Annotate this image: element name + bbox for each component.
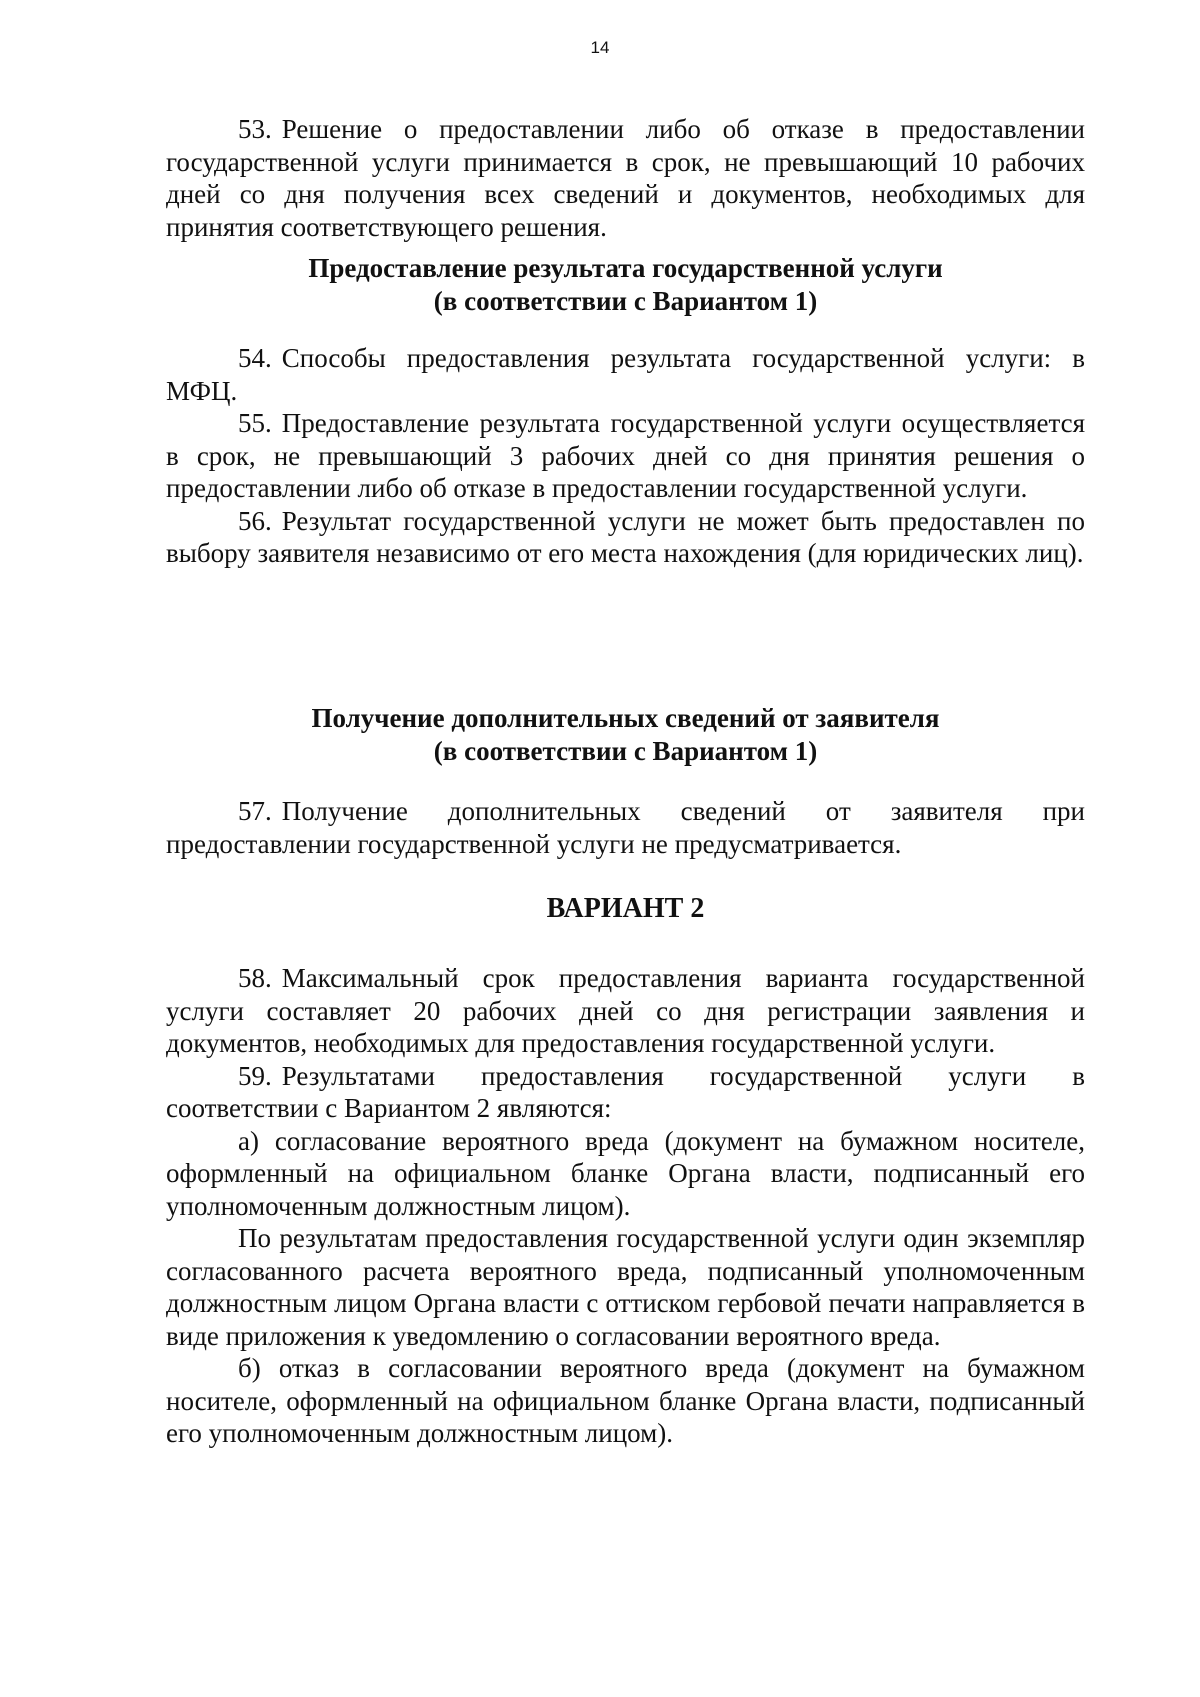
- paragraph-number: 57.: [238, 796, 272, 826]
- heading-additional-info: [166, 702, 1085, 767]
- paragraph-text: Результатами предоставления государственной услуги в соответствии с Вариантом 2 являются:: [166, 1060, 1085, 1123]
- paragraph-58: [166, 962, 1085, 1060]
- paragraph-number: 54.: [238, 343, 272, 373]
- paragraph-text: Предоставление результата государственной услуги осуществляется в срок, не превышающий 3 рабочих дней со дня принятия решения о предоставлении либо об отказе в предоставлении государственной услуги.: [166, 408, 1085, 503]
- paragraph-54: [166, 342, 1085, 407]
- paragraph-number: 53.: [238, 114, 272, 144]
- paragraph-text: Результат государственной услуги не может быть предоставлен по выбору заявителя независимо от его места нахождения (для юридических лиц).: [166, 505, 1085, 568]
- paragraph-text: Способы предоставления результата государственной услуги: в МФЦ.: [166, 343, 1085, 406]
- paragraph-text: Получение дополнительных сведений от заявителя при предоставлении государственной услуги не предусматривается.: [166, 796, 1085, 859]
- paragraph-57: [166, 795, 1085, 860]
- paragraph-59-b: б) отказ в согласовании вероятного вреда (документ на бумажном носителе, оформленный на официальном бланке Органа власти, подписанный его уполномоченным должностным лицом).: [166, 1353, 1085, 1448]
- heading-result-provision: [166, 252, 1085, 317]
- paragraph-59: [166, 1060, 1085, 1125]
- paragraph-59-a-note: По результатам предоставления государственной услуги один экземпляр согласованного расчета вероятного вреда, подписанный уполномоченным должностным лицом Органа власти с оттиском гербовой печати направляется в виде приложения к уведомлению о согласовании вероятного вреда.: [166, 1223, 1085, 1351]
- paragraphs-54-56: [166, 342, 1085, 570]
- paragraph-55: [166, 407, 1085, 505]
- paragraph-text: Максимальный срок предоставления варианта государственной услуги составляет 20 рабочих дней со дня регистрации заявления и документов, необходимых для предоставления государственной услуги.: [166, 963, 1085, 1058]
- paragraph-number: 55.: [238, 408, 272, 438]
- paragraph-number: 56.: [238, 505, 272, 536]
- variant-2-heading: ВАРИАНТ 2: [546, 893, 705, 924]
- page-number: 14: [590, 38, 610, 57]
- paragraph-56: [166, 505, 1085, 570]
- variant-2-heading-block: [166, 893, 1085, 926]
- paragraph-59-a: а) согласование вероятного вреда (документ на бумажном носителе, оформленный на официальном бланке Органа власти, подписанный его уполномоченным должностным лицом).: [166, 1125, 1085, 1221]
- paragraph-53: [166, 113, 1085, 243]
- heading-line-2: (в соответствии с Вариантом 1): [433, 285, 818, 316]
- paragraphs-58-59: [166, 962, 1085, 1450]
- paragraph-number: 58.: [238, 963, 272, 993]
- heading-line-2: (в соответствии с Вариантом 1): [433, 735, 818, 766]
- paragraph-number: 59.: [238, 1060, 272, 1091]
- heading-line-1: Предоставление результата государственной услуги: [308, 253, 943, 283]
- heading-line-1: Получение дополнительных сведений от заявителя: [311, 703, 940, 733]
- paragraph-text: Решение о предоставлении либо об отказе в предоставлении государственной услуги принимается в срок, не превышающий 10 рабочих дней со дня получения всех сведений и документов, необходимых для принятия соответствующего решения.: [166, 114, 1085, 242]
